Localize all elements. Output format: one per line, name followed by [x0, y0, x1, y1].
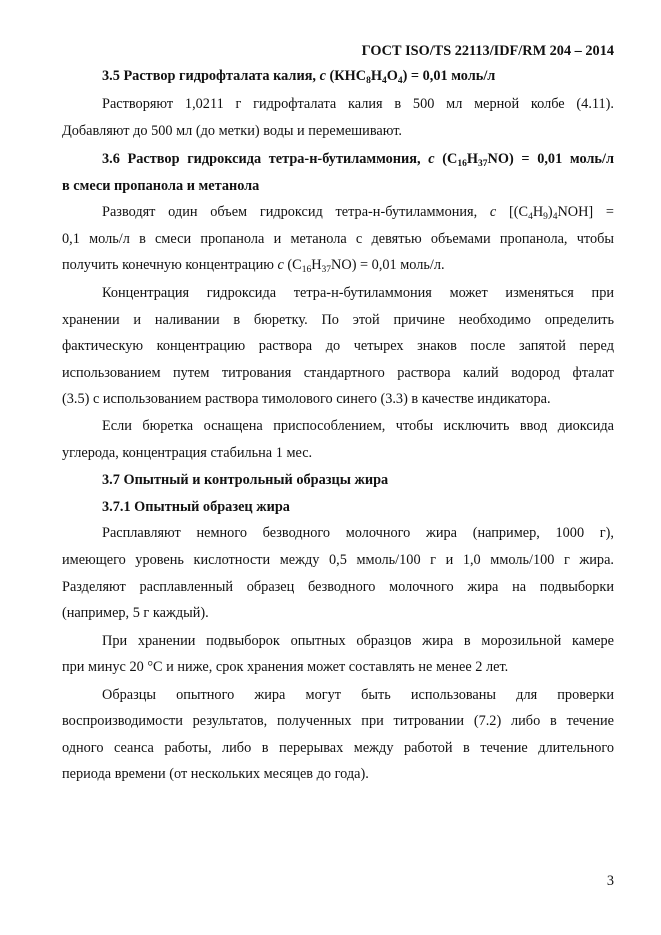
paragraph-line: при минус 20 °С и ниже, срок хранения может составлять не менее 2 лет.	[62, 659, 509, 675]
page-number: 3	[606, 873, 614, 889]
paragraph-line: (например, 5 г каждый).	[62, 605, 209, 621]
document-header: ГОСТ ISO/TS 22113/IDF/RM 204 – 2014	[361, 43, 614, 59]
section-3-6-heading-cont: в смеси пропанола и метанола	[62, 178, 260, 194]
section-3-7-heading: 3.7 Опытный и контрольный образцы жира	[102, 472, 389, 488]
paragraph-line: одного сеанса работы, либо в перерывах между работой в течение длительного	[62, 740, 614, 756]
paragraph-line: Добавляют до 500 мл (до метки) воды и перемешивают.	[62, 123, 402, 139]
section-3-7-1-heading: 3.7.1 Опытный образец жира	[102, 499, 290, 515]
paragraph-line: Образцы опытного жира могут быть использованы для проверки	[102, 687, 614, 703]
paragraph-line: периода времени (от нескольких месяцев до года).	[62, 766, 369, 782]
paragraph-line: Разделяют расплавленный образец безводного молочного жира на подвыборки	[62, 579, 614, 595]
paragraph-line: Разводят один объем гидроксид тетра-н-бутиламмония, с $[(C_4H_9)_4NOH]$ =	[102, 204, 614, 222]
paragraph-line: Концентрация гидроксида тетра-н-бутиламмония может изменяться при	[102, 285, 614, 301]
paragraph-line: (3.5) с использованием раствора тимолового синего (3.3) в качестве индикатора.	[62, 391, 551, 407]
paragraph-line: Расплавляют немного безводного молочного жира (например, 1000 г),	[102, 525, 614, 541]
paragraph-line: воспроизводимости результатов, полученных при титровании (7.2) либо в течение	[62, 713, 614, 729]
paragraph-line: хранении и наливании в бюретку. По этой причине необходимо определить	[62, 312, 614, 328]
paragraph-line: фактическую концентрацию раствора до четырех знаков после запятой перед	[62, 338, 614, 354]
paragraph-line: Если бюретка оснащена приспособлением, чтобы исключить ввод диоксида	[102, 418, 614, 434]
paragraph-line: получить конечную концентрацию с $(С_{16}Н_{37}NO) = 0,01$ моль/л.	[62, 257, 445, 275]
section-3-6-heading: 3.6 Раствор гидроксида тетра-н-бутиламмония, с $(С_{16}Н_{37}NO) = 0,01$ моль/л	[102, 151, 614, 169]
paragraph-line: углерода, концентрация стабильна 1 мес.	[62, 445, 313, 461]
paragraph-line: 0,1 моль/л в смеси пропанола и метанола с девятью объемами пропанола, чтобы	[62, 231, 614, 247]
paragraph-line: Растворяют 1,0211 г гидрофталата калия в 500 мл мерной колбе (4.11).	[102, 96, 614, 112]
paragraph-line: имеющего уровень кислотности между 0,5 ммоль/100 г и 1,0 ммоль/100 г жира.	[62, 552, 614, 568]
paragraph-line: использованием путем титрования стандартного раствора калий водород фталат	[62, 365, 614, 381]
section-3-5-heading: 3.5 Раствор гидрофталата калия, с $(КНС_8Н_4О_4) = 0,01$ моль/л	[102, 68, 496, 86]
paragraph-line: При хранении подвыборок опытных образцов жира в морозильной камере	[102, 633, 614, 649]
